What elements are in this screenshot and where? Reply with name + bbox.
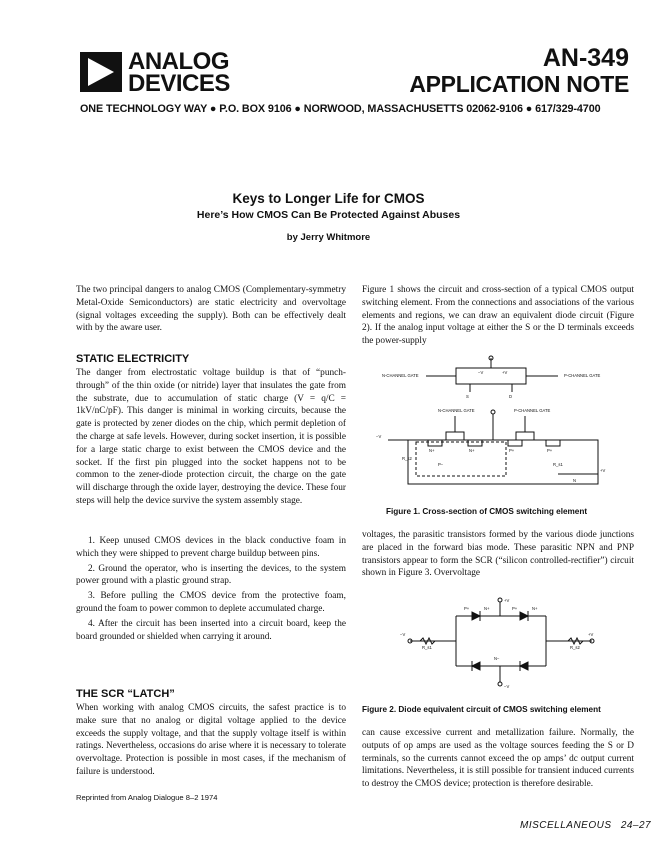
figure-label: +V	[502, 370, 508, 375]
document-type: APPLICATION NOTE	[409, 71, 629, 97]
figure-label: −V	[504, 684, 510, 689]
right-paragraph-2: voltages, the parasitic transistors formed by the various diode junctions are placed in the forward bias mode. These parasitic NPN and PNP transistors appear to form the SCR (“silicon controlled-rectifier”) circuit shown in Figure 3. Overvoltage	[362, 530, 634, 579]
intro-paragraph: The two principal dangers to analog CMOS (Complementary-symmetry Metal-Oxide Semiconductors) are static electricity and overvoltage (signal voltages exceeding the supply). Both can be effectively dealt with by the aware user.	[76, 285, 346, 334]
figure-label: −V	[400, 632, 406, 637]
figure-label: R_s2	[402, 456, 412, 461]
article-subtitle: Here’s How CMOS Can Be Protected Against Abuses	[196, 209, 461, 221]
footer-page-number: 24–27	[620, 820, 652, 831]
figure-2-caption: Figure 2. Diode equivalent circuit of CMOS switching element	[362, 705, 601, 714]
figure-label: R_s1	[553, 462, 563, 467]
figure-label: P−	[438, 462, 444, 467]
figure-label: −V	[478, 370, 484, 375]
analog-devices-logo-icon	[80, 52, 122, 92]
figure-label: P+	[547, 448, 553, 453]
figure-label: N-CHANNEL GATE	[438, 408, 475, 413]
figure-label: N	[573, 478, 577, 483]
figure-label: P+	[512, 606, 518, 611]
figure-1-caption: Figure 1. Cross-section of CMOS switching element	[386, 507, 588, 516]
figure-label: R_s1	[422, 645, 432, 650]
figure-label: N-CHANNEL GATE	[382, 373, 419, 378]
figure-label: N−	[494, 656, 500, 661]
figure-label: +V	[504, 598, 510, 603]
scr-latch-heading: THE SCR “LATCH”	[76, 688, 175, 700]
figure-label: N+	[469, 448, 475, 453]
article-byline: by Jerry Whitmore	[286, 232, 371, 243]
figure-label: N+	[429, 448, 435, 453]
figure-label: P+	[509, 448, 515, 453]
footer-section: MISCELLANEOUS	[520, 820, 612, 831]
figure-label: R_s2	[570, 645, 580, 650]
right-paragraph-3: can cause excessive current and metallization failure. Normally, the outputs of op amps are used as the voltage sources feeding the S or D terminals, so the currents cannot exceed the op amps’ dc output current limitations. Nevertheless, it is still possible for transient induced currents to destroy the CMOS device; protection is therefore desirable.	[362, 728, 634, 790]
article-title: Keys to Longer Life for CMOS	[232, 191, 425, 206]
brand-name-line2: DEVICES	[128, 70, 230, 97]
figure-label: −V	[376, 434, 382, 439]
step-item: 2. Ground the operator, who is inserting the devices, to the system power ground with a plastic ground strap.	[76, 563, 346, 587]
figure-label: D	[509, 394, 513, 399]
figure-2-diode-equivalent	[396, 594, 606, 694]
step-item: 4. After the circuit has been inserted into a circuit board, keep the board grounded or shielded when carrying it around.	[76, 618, 346, 642]
static-electricity-paragraph: The danger from electrostatic voltage buildup is that of “punch-through” of the thin oxide (or nitride) layer that insulates the gate from the substrate, due to accumulation of static charge (V = q/C = 1kV/nC/pF). This danger is minimal in working circuits, because the gate is protected by zener diodes on the chip, which permit depletion of the charge at safe levels. However, during socket insertion, it is possible for a large static charge to exist between the CMOS device and the socket. If the first pin plugged into the socket happens not to be common to the zener-diode protection circuit, the charge on the gate will discharge through the oxide layer, destroying the device. These four steps will help the device survive the system assembly stage.	[76, 368, 346, 506]
figure-label: N+	[532, 606, 538, 611]
document-number: AN-349	[542, 44, 629, 72]
figure-label: P-CHANNEL GATE	[564, 373, 601, 378]
right-paragraph-1: Figure 1 shows the circuit and cross-section of a typical CMOS output switching element. From the connections and associations of the various elements and regions, we can draw an equivalent diode circuit (Figure 2). If the analog input voltage at either the S or the D terminals exceeds the power-supply	[362, 285, 634, 347]
step-item: 3. Before pulling the CMOS device from the protective foam, ground the foam to power common to deplete accumulated charge.	[76, 591, 346, 614]
scr-latch-paragraph: When working with analog CMOS circuits, the safest practice is to make sure that no analog or digital voltage applied to the device exceeds the supply voltage, and that the supply voltage itself is within ratings. Nevertheless, occasions do arise where it is necessary to tolerate overvoltage. Protection is possible in most cases, if the mechanism of failure is understood.	[76, 703, 346, 777]
figure-label: P+	[464, 606, 470, 611]
figure-label: +V	[588, 632, 594, 637]
figure-label: N+	[484, 606, 490, 611]
figure-label: S	[466, 394, 469, 399]
static-electricity-heading: STATIC ELECTRICITY	[76, 353, 190, 365]
figure-label: +V	[600, 468, 606, 473]
step-item: 1. Keep unused CMOS devices in the black conductive foam in which they were shipped to prevent charge buildup between pins.	[76, 536, 346, 559]
brand-name-line1: ANALOG	[128, 48, 229, 75]
figure-1-cross-section	[368, 354, 630, 504]
figure-label: P-CHANNEL GATE	[514, 408, 551, 413]
steps-list	[76, 535, 346, 643]
brand-logo	[80, 50, 280, 100]
company-address: ONE TECHNOLOGY WAY ● P.O. BOX 9106 ● NORWOOD, MASSACHUSETTS 02062-9106 ● 617/329-4700	[80, 103, 601, 115]
page-footer	[520, 820, 651, 831]
reprint-note: Reprinted from Analog Dialogue 8–2 1974	[76, 793, 218, 802]
